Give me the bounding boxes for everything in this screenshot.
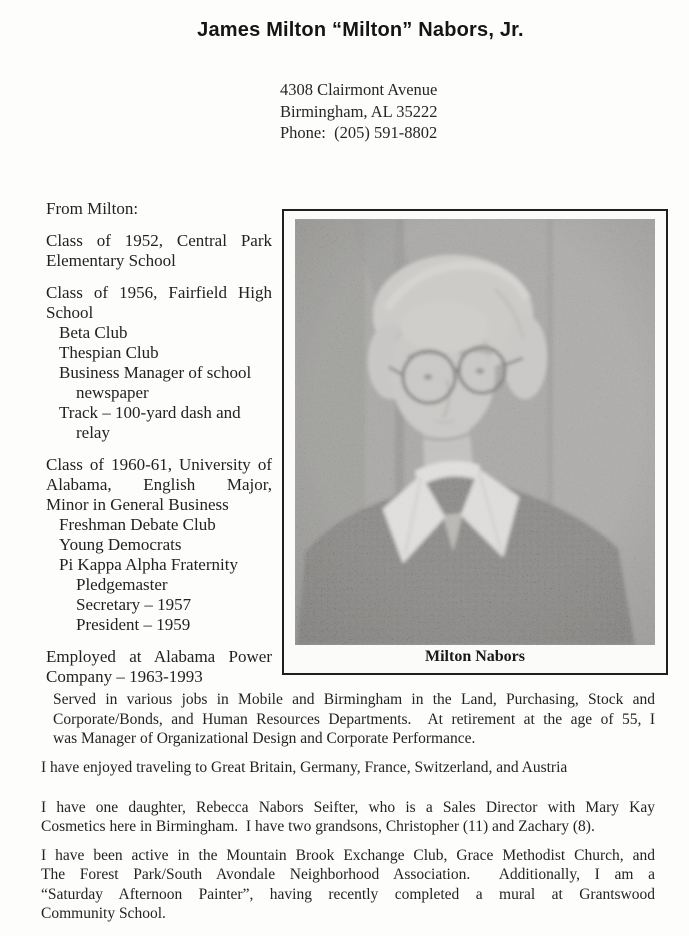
page-title: James Milton “Milton” Nabors, Jr. [197, 19, 524, 41]
photo-frame [282, 209, 668, 675]
photo-caption: Milton Nabors [425, 648, 525, 665]
address-line-phone: Phone: (205) 591-8802 [280, 123, 438, 142]
text-line: Minor in General Business [46, 495, 229, 514]
text-line: Class of 1956, Fairfield High [46, 283, 272, 302]
address-line-city: Birmingham, AL 35222 [280, 101, 438, 121]
milton-nabors-portrait [295, 219, 655, 645]
text-line: Thespian Club [59, 343, 159, 362]
text-line: From Milton: [46, 199, 139, 218]
text-line: Employed at Alabama Power [46, 647, 272, 666]
text-line: “Saturday Afternoon Painter”, having recently completed a mural at Grantswood [41, 885, 655, 903]
text-line: Cosmetics here in Birmingham. I have two grandsons, Christopher (11) and Zachary (8). [41, 818, 595, 835]
paragraph-travel [41, 758, 655, 778]
address-block [280, 79, 438, 144]
biography-body [41, 690, 655, 924]
portrait-illustration [295, 219, 655, 645]
text-line: Beta Club [59, 323, 128, 342]
text-line: School [46, 303, 94, 322]
text-line: Corporate/Bonds, and Human Resources Departments. At retirement at the age of 55, I [53, 710, 655, 728]
text-line: Pi Kappa Alpha Fraternity [59, 555, 238, 574]
text-line: Served in various jobs in Mobile and Birmingham in the Land, Purchasing, Stock and [53, 691, 655, 708]
text-line: Track – 100-yard dash and [59, 403, 241, 422]
text-line: Elementary School [46, 251, 176, 270]
text-line: President – 1959 [76, 615, 191, 634]
address-line-street: 4308 Clairmont Avenue [280, 80, 438, 99]
text-line: Pledgemaster [76, 575, 168, 594]
text-line: Freshman Debate Club [59, 515, 216, 534]
text-line: I have been active in the Mountain Brook Exchange Club, Grace Methodist Church, and [41, 846, 655, 864]
text-line: Secretary – 1957 [76, 595, 192, 614]
text-line: Class of 1952, Central Park [46, 231, 272, 250]
text-line: I have enjoyed traveling to Great Britain, Germany, France, Switzerland, and Austria [41, 759, 568, 776]
paragraph-community [41, 846, 655, 924]
text-line: Young Democrats [59, 535, 182, 554]
text-line: newspaper [76, 383, 149, 402]
paragraph-career-summary [41, 690, 655, 749]
text-line: Community School. [41, 905, 166, 922]
paragraph-family [41, 798, 655, 837]
text-line: Class of 1960-61, University of [46, 455, 272, 474]
text-line: Alabama, English Major, [46, 475, 272, 494]
text-line: was Manager of Organizational Design and Corporate Performance. [53, 730, 476, 747]
text-line: The Forest Park/South Avondale Neighborhood Association. Additionally, I am a [41, 866, 655, 883]
text-line: Company – 1963-1993 [46, 667, 203, 686]
text-line: Business Manager of school [59, 363, 252, 382]
biography-outline-column [46, 199, 272, 687]
text-line: I have one daughter, Rebecca Nabors Seifter, who is a Sales Director with Mary Kay [41, 798, 655, 816]
text-line: relay [76, 423, 110, 442]
